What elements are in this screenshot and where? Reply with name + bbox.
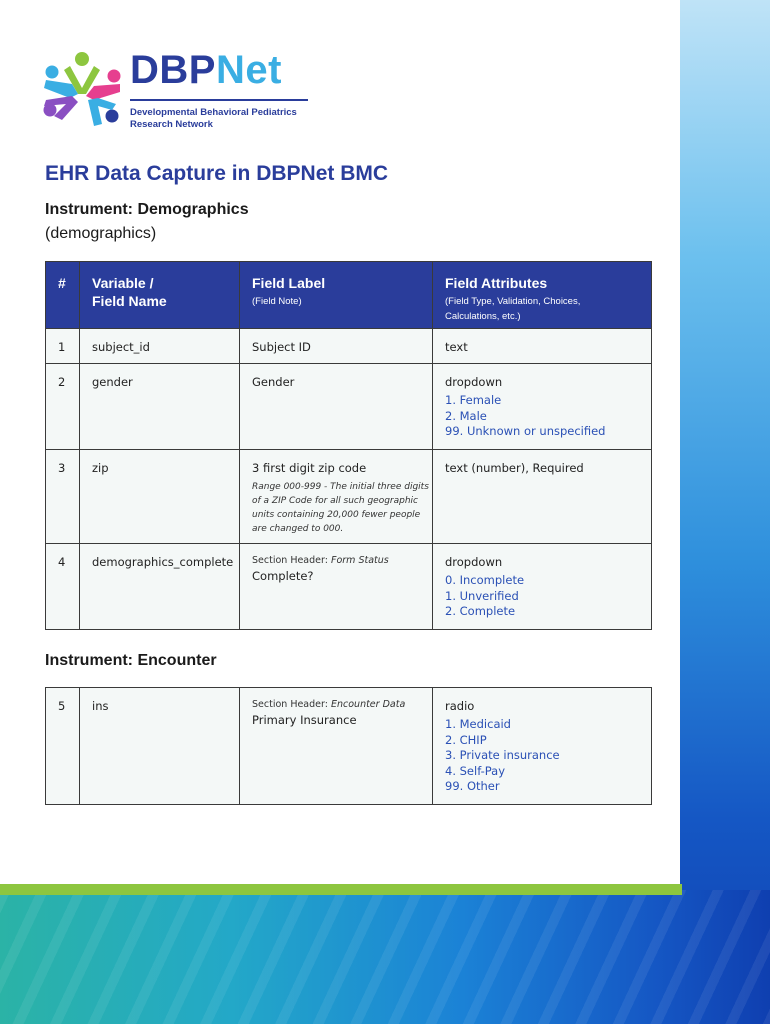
table-row xyxy=(46,688,652,805)
row-variable: ins xyxy=(80,688,240,805)
instrument-name: Encounter xyxy=(137,652,217,669)
option-item: 1. Medicaid xyxy=(445,717,511,731)
row-attributes xyxy=(433,364,652,450)
logo-wordmark-dbp: DBP xyxy=(130,48,216,92)
instrument-label: Instrument: xyxy=(45,652,133,669)
decorative-bottom-band xyxy=(0,890,770,1024)
option-item: 2. Male xyxy=(445,408,487,423)
row-num: 3 xyxy=(46,450,80,544)
logo-subtitle xyxy=(130,107,330,131)
header-variable-line1: Variable / xyxy=(92,275,154,291)
section-header xyxy=(252,699,432,710)
row-attributes xyxy=(433,688,652,805)
logo-wordmark-net: Net xyxy=(215,48,282,92)
logo-divider xyxy=(130,99,308,101)
header-attributes-text: Field Attributes xyxy=(445,275,548,291)
header-num: # xyxy=(46,262,80,329)
table-row xyxy=(46,364,652,450)
row-label: 3 first digit zip code xyxy=(252,461,367,475)
row-num: 1 xyxy=(46,329,80,364)
row-attributes xyxy=(433,544,652,630)
table-row xyxy=(46,544,652,630)
option-item: 1. Unverified xyxy=(445,588,519,603)
option-item: 99. Unknown or unspecified xyxy=(445,424,606,438)
instrument-name: Demographics xyxy=(137,201,249,218)
option-list xyxy=(445,573,651,620)
option-item: 2. Complete xyxy=(445,604,516,618)
header-field-attributes xyxy=(433,262,652,329)
row-num: 2 xyxy=(46,364,80,450)
row-label-cell xyxy=(240,450,433,544)
row-type: radio xyxy=(445,699,475,713)
row-label: Complete? xyxy=(252,569,314,583)
option-item: 99. Other xyxy=(445,779,500,793)
table-header-row xyxy=(46,262,652,329)
table-row xyxy=(46,450,652,544)
dbpnet-figures-logo-icon xyxy=(42,50,122,130)
row-label-cell xyxy=(240,544,433,630)
header-field-label xyxy=(240,262,433,329)
accent-stripe xyxy=(0,884,682,895)
decorative-side-band xyxy=(678,0,770,1024)
section-header xyxy=(252,555,432,566)
row-label: Subject ID xyxy=(240,329,433,364)
table-row xyxy=(46,329,652,364)
row-label: Primary Insurance xyxy=(252,713,357,727)
header-variable xyxy=(80,262,240,329)
option-item: 1. Female xyxy=(445,393,502,407)
section-header-prefix: Section Header: xyxy=(252,555,328,566)
header-label-note: (Field Note) xyxy=(252,296,302,307)
header-attributes-note-line1: (Field Type, Validation, Choices, xyxy=(445,296,581,307)
instrument-label: Instrument: xyxy=(45,201,133,218)
option-item: 0. Incomplete xyxy=(445,573,525,587)
row-variable: subject_id xyxy=(80,329,240,364)
section-header-prefix: Section Header: xyxy=(252,699,328,710)
row-variable: zip xyxy=(80,450,240,544)
demographics-table xyxy=(45,261,652,630)
header-label-text: Field Label xyxy=(252,275,326,291)
option-item: 2. CHIP xyxy=(445,732,487,747)
logo-subtitle-line1: Developmental Behavioral Pediatrics xyxy=(130,107,297,118)
option-item: 3. Private insurance xyxy=(445,748,560,762)
header-attributes-note-line2: Calculations, etc.) xyxy=(445,311,521,322)
row-variable: gender xyxy=(80,364,240,450)
instrument-encounter-heading xyxy=(45,652,217,670)
option-list xyxy=(445,717,651,795)
row-num: 5 xyxy=(46,688,80,805)
row-num: 4 xyxy=(46,544,80,630)
header-variable-line2: Field Name xyxy=(92,293,167,309)
row-type: dropdown xyxy=(445,375,503,389)
row-type: text xyxy=(433,329,652,364)
row-variable: demographics_complete xyxy=(80,544,240,630)
page-title: EHR Data Capture in DBPNet BMC xyxy=(45,162,389,185)
header-attributes-note xyxy=(445,294,651,324)
option-item: 4. Self-Pay xyxy=(445,763,506,778)
instrument-demographics-heading xyxy=(45,198,249,246)
instrument-code: (demographics) xyxy=(45,225,157,242)
row-label-cell xyxy=(240,688,433,805)
field-note: Range 000-999 - The initial three digits of a ZIP Code for all such geographic units containing 20,000 fewer people are changed to 000. xyxy=(252,482,429,534)
logo-wordmark xyxy=(130,48,282,93)
logo-subtitle-line2: Research Network xyxy=(130,119,213,130)
section-header-name: Encounter Data xyxy=(330,699,406,710)
row-label: Gender xyxy=(240,364,433,450)
row-type: text (number), Required xyxy=(433,450,652,544)
encounter-table xyxy=(45,687,652,805)
row-type: dropdown xyxy=(445,555,503,569)
section-header-name: Form Status xyxy=(330,555,389,566)
option-list xyxy=(445,393,651,440)
